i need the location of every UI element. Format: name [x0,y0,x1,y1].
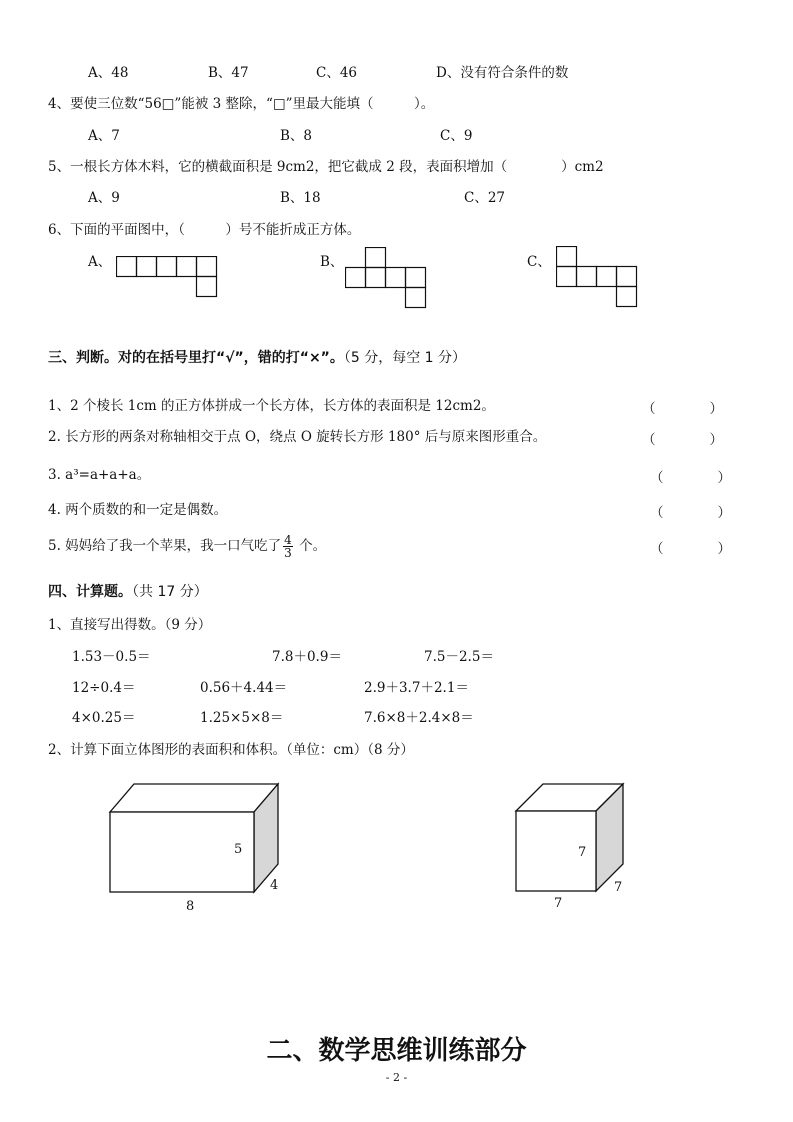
cuboid-height-label: 5 [234,842,243,857]
judge-item-3: 3. a³=a+a+a。 [48,467,151,483]
question-4: 4、要使三位数“56□”能被 3 整除，“□”里最大能填（ ）。 [48,96,435,112]
section-3-title: 三、判断。对的在括号里打“√”，错的打“×”。 [48,350,344,366]
answer-paren-4[interactable]: （ ） [650,505,731,521]
cuboid-figure [100,780,290,900]
option-a: A、48 [88,65,129,81]
calc-2-heading: 2、计算下面立体图形的表面积和体积。（单位：cm）（8 分） [48,742,414,758]
cuboid-length-label: 8 [186,899,195,914]
cuboid-depth-label: 4 [270,878,279,893]
calc-item: 0.56＋4.44＝ [200,680,288,696]
page-number: - 2 - [385,1071,408,1084]
option-c: C、27 [464,190,506,206]
option-a: A、 [88,254,112,270]
cube-net-b [345,247,427,309]
answer-paren-5[interactable]: （ ） [650,541,731,557]
option-c: C、46 [316,65,358,81]
section-4-heading [48,581,208,601]
option-b: B、47 [208,65,249,81]
cube-height-label: 7 [578,845,587,860]
section-3-note: （5 分，每空 1 分） [343,350,467,366]
question-5: 5、一根长方体木料，它的横截面积是 9cm2，把它截成 2 段，表面积增加（ ）cm2 [48,159,604,175]
option-d: D、没有符合条件的数 [436,65,569,81]
calc-item: 7.6×8＋2.4×8＝ [364,710,474,726]
judge-item-1: 1、2 个棱长 1cm 的正方体拼成一个长方体，长方体的表面积是 12cm2。 [48,398,495,414]
option-b: B、18 [280,190,321,206]
judge-item-4: 4. 两个质数的和一定是偶数。 [48,502,228,518]
section-4-note: （共 17 分） [132,584,208,600]
calc-item: 4×0.25＝ [72,710,136,726]
calc-item: 2.9＋3.7＋2.1＝ [364,680,469,696]
cube-net-a [116,256,218,298]
part-title: 二、数学思维训练部分 [266,1036,527,1066]
calc-1-heading: 1、直接写出得数。（9 分） [48,617,212,633]
judge-item-2: 2. 长方形的两条对称轴相交于点 O，绕点 O 旋转长方形 180° 后与原来图形重合。 [48,429,547,445]
judge-item-5 [48,534,326,559]
option-c: C、9 [440,128,473,144]
option-b: B、8 [280,128,313,144]
cube-depth-label: 7 [614,880,623,895]
judge-item-5-text: 5. 妈妈给了我一个苹果，我一口气吃了 [48,538,282,554]
calc-item: 1.25×5×8＝ [200,710,284,726]
option-c: C、 [527,254,551,270]
option-a: A、9 [88,190,120,206]
option-a: A、7 [88,128,120,144]
cube-figure [510,780,630,896]
fraction-denominator: 3 [284,546,292,560]
calc-item: 12÷0.4＝ [72,680,136,696]
calc-item: 7.5－2.5＝ [424,649,494,665]
section-3-heading [48,347,466,367]
fraction-numerator: 4 [284,533,292,547]
section-4-title: 四、计算题。 [48,584,132,600]
answer-paren-2[interactable]: （ ） [642,432,723,448]
calc-item: 7.8＋0.9＝ [272,649,342,665]
question-6: 6、下面的平面图中，（ ）号不能折成正方体。 [48,222,361,238]
judge-item-5-suffix: 个。 [294,538,327,554]
cube-length-label: 7 [554,896,563,911]
calc-item: 1.53－0.5＝ [72,649,151,665]
fraction-four-thirds [283,534,293,559]
option-b: B、 [320,254,344,270]
cube-net-c [556,246,638,308]
answer-paren-3[interactable]: （ ） [650,470,731,486]
answer-paren-1[interactable]: （ ） [642,401,723,417]
